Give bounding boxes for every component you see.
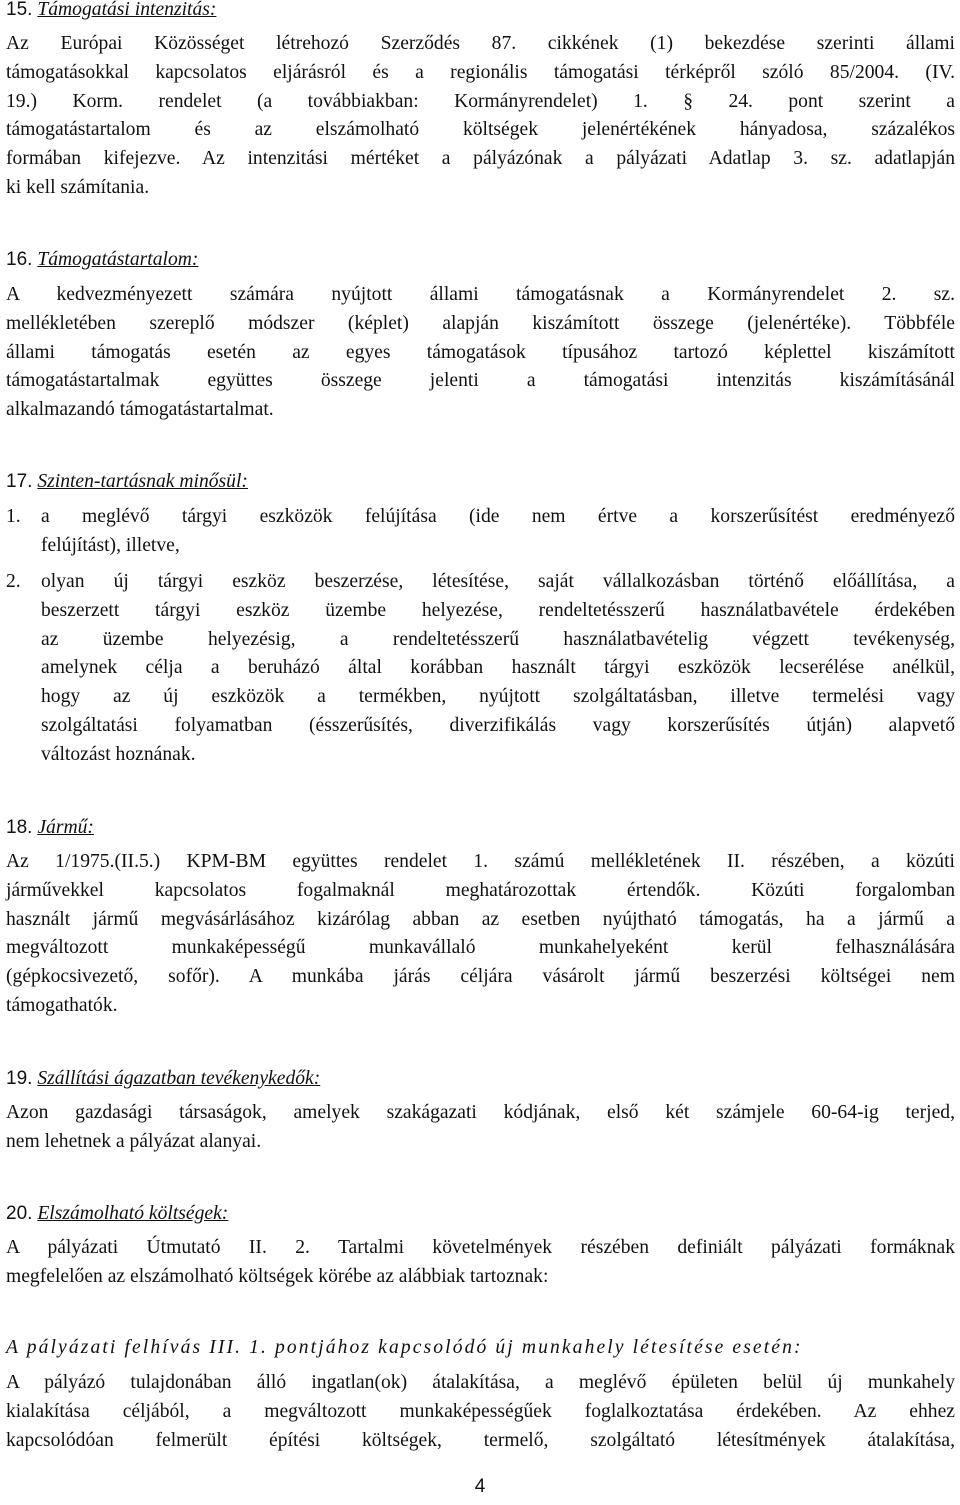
body-line: hogy az új eszközök a termékben, nyújtott szolgáltatásban, illetve termelési vagy xyxy=(41,686,955,708)
body-line: változást hoznának. xyxy=(41,743,196,765)
section-16-body xyxy=(6,281,955,425)
list-item-number: 1. xyxy=(6,506,21,527)
list-item-2 xyxy=(6,568,955,770)
body-line: felújítást), illetve, xyxy=(41,534,180,556)
body-line: támogatásokkal kapcsolatos eljárásról és a regionális támogatási térképről szóló 85/2004. (IV. xyxy=(6,61,955,83)
section-15-body xyxy=(6,30,955,203)
section-20-heading xyxy=(6,1200,228,1228)
body-line: szolgáltatási folyamatban (ésszerűsítés, diverzifikálás vagy korszerűsítés útján) alapvető xyxy=(41,714,955,736)
section-19-title: Szállítási ágazatban tevékenykedők: xyxy=(37,1068,321,1089)
section-19-body xyxy=(6,1099,955,1157)
body-line: állami támogatás esetén az egyes támogatások típusához tartozó képlettel kiszámított xyxy=(6,341,955,363)
section-18-heading xyxy=(6,814,94,842)
section-17-heading xyxy=(6,468,248,496)
body-line: (gépkocsivezető, sofőr). A munkába járás céljára vásárolt jármű beszerzési költségei nem xyxy=(6,966,955,988)
body-line: kapcsolódóan felmerült építési költségek, termelő, szolgáltató létesítmények átalakítása, xyxy=(6,1429,955,1451)
section-15-heading xyxy=(6,0,216,24)
section-20-subbody xyxy=(6,1369,955,1455)
body-line: A pályázó tulajdonában álló ingatlan(ok) átalakítása, a meglévő épületen belül új munkahely xyxy=(6,1372,955,1393)
list-item-body xyxy=(41,503,955,561)
list-item-1 xyxy=(6,503,955,561)
section-16-number: 16. xyxy=(6,249,33,270)
section-17-title: Szinten-tartásnak minősül: xyxy=(37,471,248,492)
body-line: Azon gazdasági társaságok, amelyek szakágazati kódjának, első két számjele 60-64-ig terjed, xyxy=(6,1102,955,1123)
section-19-heading xyxy=(6,1065,320,1093)
body-line: az üzembe helyezésig, a rendeltetésszerű használatbavételig végzett tevékenység, xyxy=(41,628,955,650)
body-line: nem lehetnek a pályázat alanyai. xyxy=(6,1130,262,1152)
body-line: megváltozott munkaképességű munkavállaló munkahelyeként kerül felhasználására xyxy=(6,937,955,959)
section-20-number: 20. xyxy=(6,1203,33,1224)
body-line: megfelelően az elszámolható költségek körébe az alábbiak tartoznak: xyxy=(6,1265,549,1287)
section-16-title: Támogatástartalom: xyxy=(37,249,199,270)
body-line: Az Európai Közösséget létrehozó Szerződés 87. cikkének (1) bekezdése szerinti állami xyxy=(6,33,955,54)
body-line: alkalmazandó támogatástartalmat. xyxy=(6,399,274,421)
section-18-title: Jármű: xyxy=(37,817,94,838)
body-line: A kedvezményezett számára nyújtott állami támogatásnak a Kormányrendelet 2. sz. xyxy=(6,284,955,305)
body-line: támogatástartalom és az elszámolható költségek jelenértékének hányadosa, százalékos xyxy=(6,119,955,141)
section-20-body xyxy=(6,1234,955,1292)
body-line: 19.) Korm. rendelet (a továbbiakban: Kormányrendelet) 1. § 24. pont szerint a xyxy=(6,90,955,112)
body-line: kialakítása céljából, a megváltozott munkaképességűek foglalkoztatása érdekében. Az ehhez xyxy=(6,1400,955,1422)
body-line: amelynek célja a beruházó által korábban használt tárgyi eszközök lecserélése anélkül, xyxy=(41,657,955,679)
section-16-heading xyxy=(6,246,198,274)
body-line: A pályázati Útmutató II. 2. Tartalmi követelmények részében definiált pályázati formáknak xyxy=(6,1237,955,1258)
body-line: olyan új tárgyi eszköz beszerzése, létesítése, saját vállalkozásban történő előállítása, a xyxy=(41,571,955,592)
body-line: a meglévő tárgyi eszközök felújítása (ide nem értve a korszerűsítést eredményező xyxy=(41,506,955,527)
body-line: Az 1/1975.(II.5.) KPM-BM együttes rendelet 1. számú mellékletének II. részében, a közúti xyxy=(6,851,955,872)
section-18-number: 18. xyxy=(6,817,33,838)
body-line: formában kifejezve. Az intenzitási mértéket a pályázónak a pályázati Adatlap 3. sz. adatlapján xyxy=(6,148,955,170)
body-line: támogathatók. xyxy=(6,994,118,1016)
body-line: beszerzett tárgyi eszköz üzembe helyezése, rendeltetésszerű használatbavétele érdekében xyxy=(41,599,955,621)
body-line: mellékletében szereplő módszer (képlet) alapján kiszámított összege (jelenértéke). Többféle xyxy=(6,312,955,334)
list-item-body xyxy=(41,568,955,770)
body-line: ki kell számítania. xyxy=(6,176,150,198)
page-number: 4 xyxy=(474,1476,486,1497)
body-line: használt jármű megvásárlásához kizárólag abban az esetben nyújtható támogatás, ha a jármű a xyxy=(6,908,955,930)
body-line: járművekkel kapcsolatos fogalmaknál meghatározottak értendők. Közúti forgalomban xyxy=(6,879,955,901)
list-item-number: 2. xyxy=(6,571,21,592)
section-20-subheading: A pályázati felhívás III. 1. pontjához kapcsolódó új munkahely létesítése esetén: xyxy=(6,1337,803,1358)
section-17-number: 17. xyxy=(6,471,33,492)
section-18-body xyxy=(6,848,955,1021)
section-15-title: Támogatási intenzitás: xyxy=(37,0,217,20)
section-19-number: 19. xyxy=(6,1068,33,1089)
body-line: támogatástartalmak együttes összege jelenti a támogatási intenzitás kiszámításánál xyxy=(6,370,955,392)
section-15-number: 15. xyxy=(6,0,33,20)
section-20-title: Elszámolható költségek: xyxy=(37,1203,229,1224)
